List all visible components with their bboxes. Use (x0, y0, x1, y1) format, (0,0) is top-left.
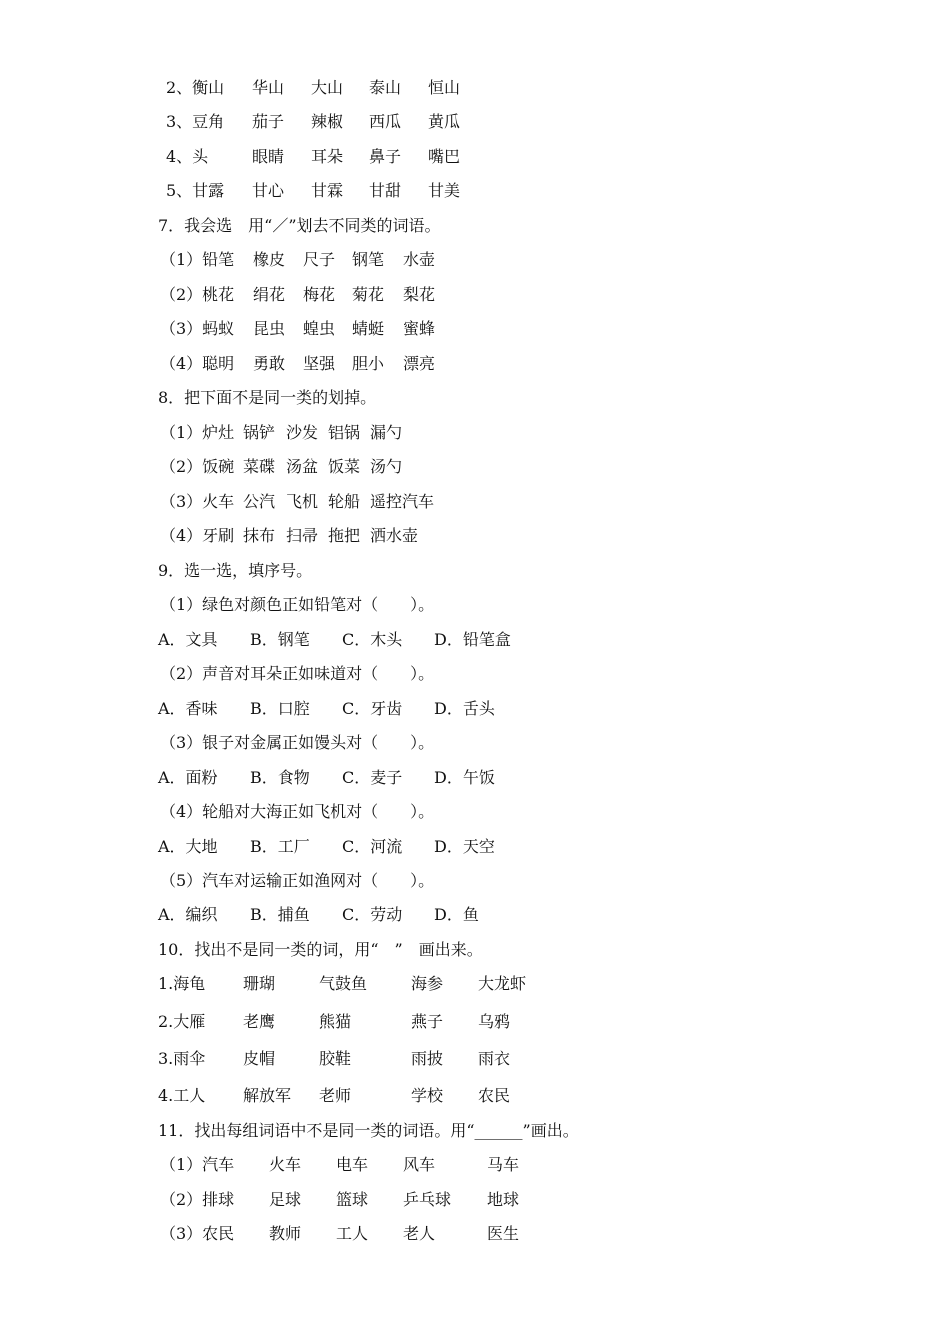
word: 解放军 (243, 1086, 292, 1105)
word: 胆小 (352, 354, 385, 373)
word: （2）饭碗 (160, 457, 235, 476)
s9-options-2 (0, 697, 950, 721)
option: B．工厂 (250, 837, 310, 856)
word: 雨衣 (478, 1049, 511, 1068)
option: A．大地 (158, 837, 218, 856)
word: 甘美 (428, 181, 461, 200)
s8-title (0, 386, 950, 410)
word: 1.海龟 (158, 974, 206, 993)
word: 乌鸦 (478, 1012, 511, 1031)
word: 茄子 (252, 112, 285, 131)
question-stem: （4）轮船对大海正如飞机对（ ）。 (160, 802, 435, 821)
word: 珊瑚 (243, 974, 276, 993)
option: B．口腔 (250, 699, 310, 718)
word: 学校 (411, 1086, 444, 1105)
option: D．天空 (434, 837, 495, 856)
word: 甘心 (252, 181, 285, 200)
s9-question-3 (0, 731, 950, 755)
word: （4）聪明 (160, 354, 235, 373)
word: 4.工人 (158, 1086, 206, 1105)
s8-row-2 (0, 455, 950, 479)
word: 黄瓜 (428, 112, 461, 131)
word: 坚强 (303, 354, 336, 373)
word: 火车 (269, 1155, 302, 1174)
word: 辣椒 (311, 112, 344, 131)
s7-title (0, 214, 950, 238)
question-title: 7．我会选 用“／”划去不同类的词语。 (158, 216, 441, 235)
word: （4）牙刷 (160, 526, 235, 545)
s9-options-5 (0, 903, 950, 927)
s9-options-3 (0, 766, 950, 790)
s9-title (0, 559, 950, 583)
word: 泰山 (369, 78, 402, 97)
word: 沙发 (286, 423, 319, 442)
word: 老人 (403, 1224, 436, 1243)
question-title: 8．把下面不是同一类的划掉。 (158, 388, 377, 407)
word: 眼睛 (252, 147, 285, 166)
word: 老师 (319, 1086, 352, 1105)
word: 海参 (411, 974, 444, 993)
word: 绢花 (253, 285, 286, 304)
word: 农民 (478, 1086, 511, 1105)
word: 梅花 (303, 285, 336, 304)
s7-row-1 (0, 248, 950, 272)
s6-row-3 (0, 145, 950, 169)
word: 电车 (336, 1155, 369, 1174)
word: 篮球 (336, 1190, 369, 1209)
s11-row-1 (0, 1153, 950, 1177)
word: 蝗虫 (303, 319, 336, 338)
word: 鼻子 (369, 147, 402, 166)
word: 4、头 (166, 147, 209, 166)
s6-row-2 (0, 110, 950, 134)
s10-row-1 (0, 972, 950, 996)
s9-options-1 (0, 628, 950, 652)
word: 汤盆 (286, 457, 319, 476)
word: （1）炉灶 (160, 423, 235, 442)
word: 工人 (336, 1224, 369, 1243)
word: 地球 (487, 1190, 520, 1209)
word: 洒水壶 (370, 526, 419, 545)
word: 尺子 (303, 250, 336, 269)
word: 钢笔 (352, 250, 385, 269)
word: 遥控汽车 (370, 492, 435, 511)
question-stem: （1）绿色对颜色正如铅笔对（ ）。 (160, 595, 435, 614)
word: 皮帽 (243, 1049, 276, 1068)
word: 嘴巴 (428, 147, 461, 166)
s11-row-2 (0, 1188, 950, 1212)
option: A．香味 (158, 699, 218, 718)
word: 胶鞋 (319, 1049, 352, 1068)
option: C．麦子 (342, 768, 403, 787)
word: （2）桃花 (160, 285, 235, 304)
s10-row-2 (0, 1010, 950, 1034)
s8-row-4 (0, 524, 950, 548)
word: 2、衡山 (166, 78, 225, 97)
word: 水壶 (403, 250, 436, 269)
word: 甘甜 (369, 181, 402, 200)
option: B．捕鱼 (250, 905, 310, 924)
s10-row-4 (0, 1084, 950, 1108)
option: B．钢笔 (250, 630, 310, 649)
option: C．河流 (342, 837, 403, 856)
word: 拖把 (328, 526, 361, 545)
s10-title (0, 938, 950, 962)
question-title: 10．找出不是同一类的词，用“ ” 画出来。 (158, 940, 483, 959)
word: 菜碟 (243, 457, 276, 476)
word: 5、甘露 (166, 181, 225, 200)
option: D．铅笔盒 (434, 630, 511, 649)
word: 足球 (269, 1190, 302, 1209)
s7-row-2 (0, 283, 950, 307)
word: （2）排球 (160, 1190, 235, 1209)
s7-row-3 (0, 317, 950, 341)
word: 梨花 (403, 285, 436, 304)
option: D．舌头 (434, 699, 495, 718)
word: 昆虫 (253, 319, 286, 338)
question-title: 9．选一选，填序号。 (158, 561, 313, 580)
word: 轮船 (328, 492, 361, 511)
word: 3.雨伞 (158, 1049, 206, 1068)
s9-options-4 (0, 835, 950, 859)
word: （3）蚂蚁 (160, 319, 235, 338)
word: 漏勺 (370, 423, 403, 442)
word: （3）火车 (160, 492, 235, 511)
word: 华山 (252, 78, 285, 97)
question-stem: （5）汽车对运输正如渔网对（ ）。 (160, 871, 435, 890)
s9-question-2 (0, 662, 950, 686)
option: D．鱼 (434, 905, 479, 924)
word: 乒乓球 (403, 1190, 452, 1209)
s9-question-4 (0, 800, 950, 824)
word: 锅铲 (243, 423, 276, 442)
word: 汤勺 (370, 457, 403, 476)
word: 燕子 (411, 1012, 444, 1031)
s8-row-3 (0, 490, 950, 514)
question-stem: （2）声音对耳朵正如味道对（ ）。 (160, 664, 435, 683)
word: 飞机 (286, 492, 319, 511)
word: 大龙虾 (478, 974, 527, 993)
word: 气鼓鱼 (319, 974, 368, 993)
word: 橡皮 (253, 250, 286, 269)
word: 风车 (403, 1155, 436, 1174)
option: A．编织 (158, 905, 218, 924)
word: 教师 (269, 1224, 302, 1243)
word: 耳朵 (311, 147, 344, 166)
option: B．食物 (250, 768, 310, 787)
question-stem: （3）银子对金属正如馒头对（ ）。 (160, 733, 435, 752)
word: 西瓜 (369, 112, 402, 131)
word: 漂亮 (403, 354, 436, 373)
option: A．文具 (158, 630, 218, 649)
word: 甘霖 (311, 181, 344, 200)
s11-row-3 (0, 1222, 950, 1246)
word: （3）农民 (160, 1224, 235, 1243)
word: 扫帚 (286, 526, 319, 545)
s6-row-4 (0, 179, 950, 203)
s8-row-1 (0, 421, 950, 445)
s9-question-5 (0, 869, 950, 893)
word: 医生 (487, 1224, 520, 1243)
word: 菊花 (352, 285, 385, 304)
option: C．木头 (342, 630, 403, 649)
word: 雨披 (411, 1049, 444, 1068)
option: D．午饭 (434, 768, 495, 787)
word: 2.大雁 (158, 1012, 206, 1031)
option: C．劳动 (342, 905, 403, 924)
word: 蜻蜓 (352, 319, 385, 338)
word: 铝锅 (328, 423, 361, 442)
word: 3、豆角 (166, 112, 225, 131)
word: 抹布 (243, 526, 276, 545)
word: 熊猫 (319, 1012, 352, 1031)
word: 马车 (487, 1155, 520, 1174)
word: 恒山 (428, 78, 461, 97)
word: 老鹰 (243, 1012, 276, 1031)
s10-row-3 (0, 1047, 950, 1071)
s6-row-1 (0, 76, 950, 100)
s11-title (0, 1119, 950, 1143)
option: A．面粉 (158, 768, 218, 787)
word: 勇敢 (253, 354, 286, 373)
s9-question-1 (0, 593, 950, 617)
s7-row-4 (0, 352, 950, 376)
word: 蜜蜂 (403, 319, 436, 338)
word: （1）铅笔 (160, 250, 235, 269)
word: 公汽 (243, 492, 276, 511)
option: C．牙齿 (342, 699, 403, 718)
word: 饭菜 (328, 457, 361, 476)
question-title: 11．找出每组词语中不是同一类的词语。用“______”画出。 (158, 1121, 579, 1140)
word: 大山 (311, 78, 344, 97)
word: （1）汽车 (160, 1155, 235, 1174)
